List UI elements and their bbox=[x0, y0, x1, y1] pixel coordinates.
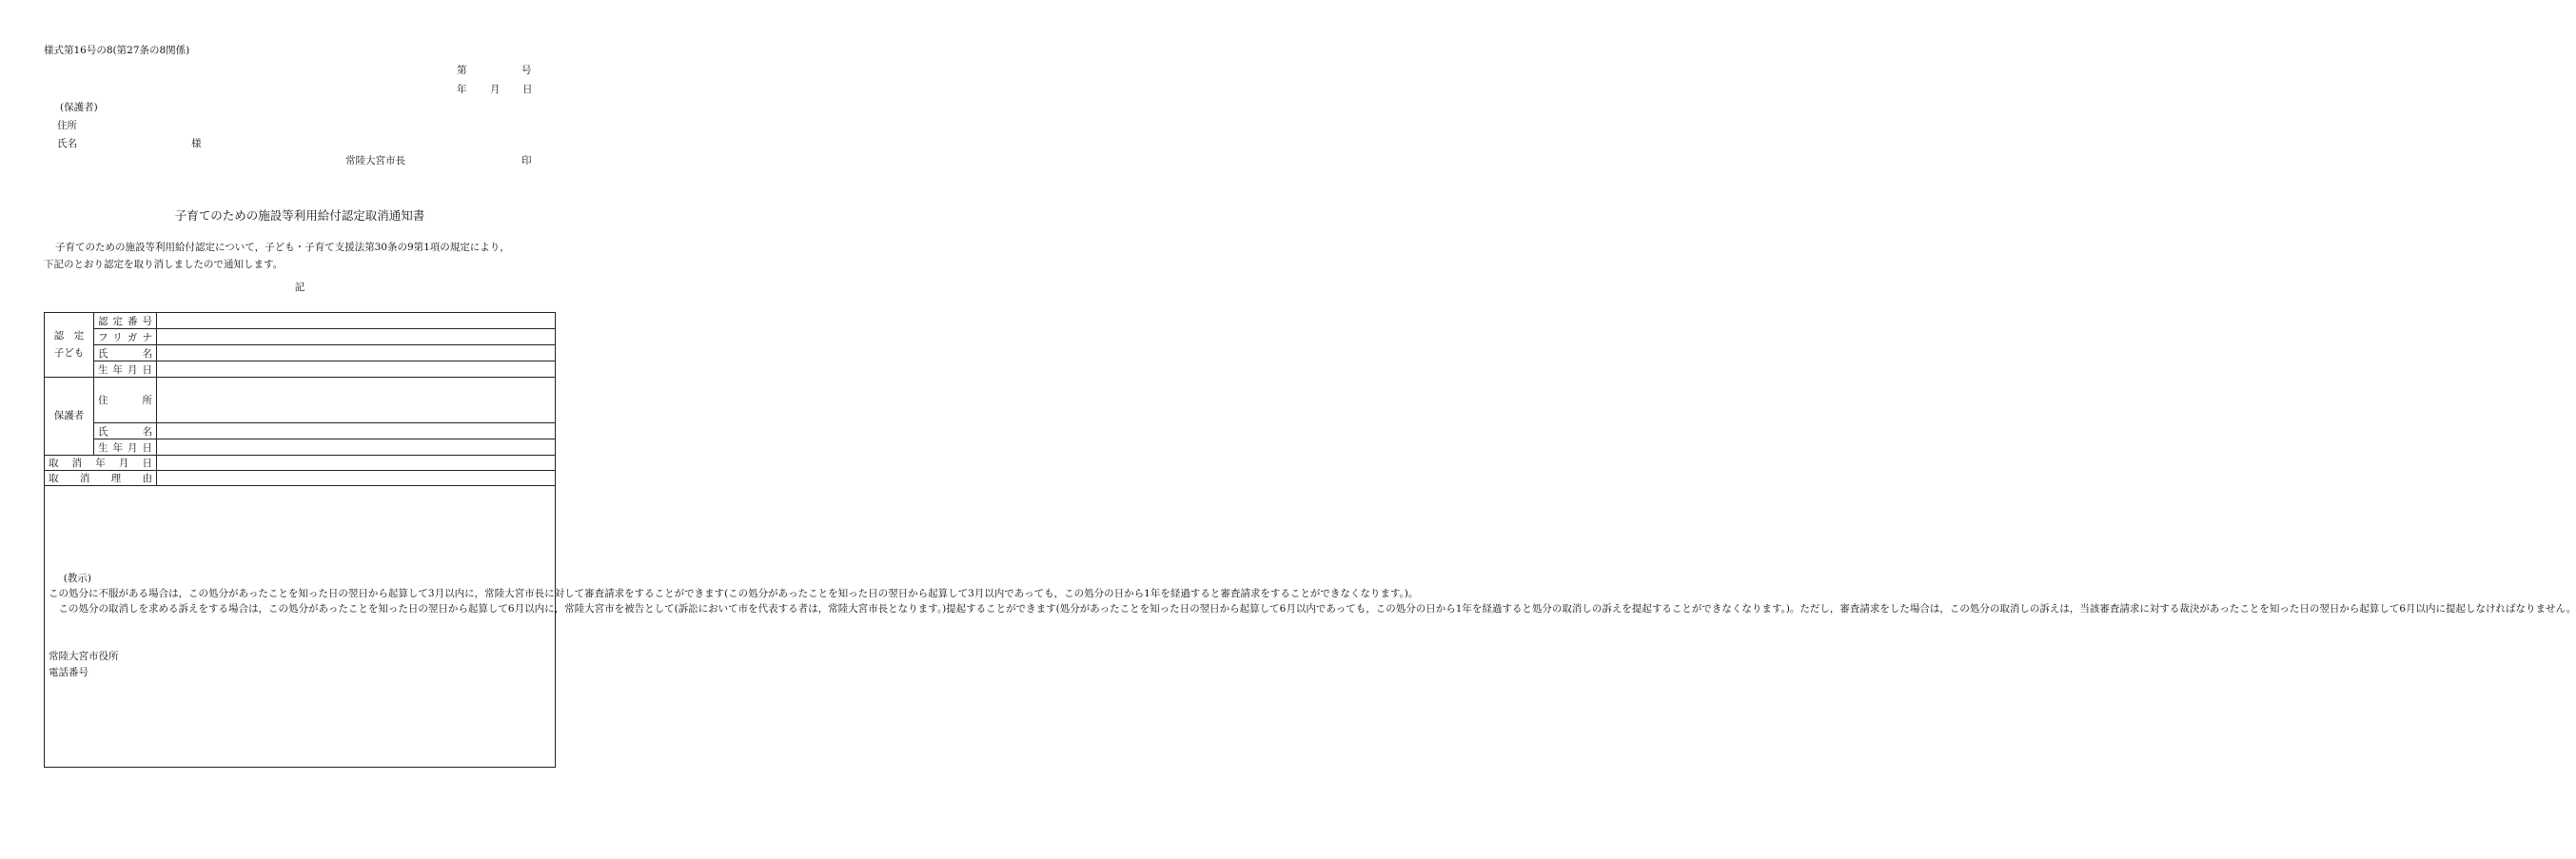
guardian-name-label: 氏名 bbox=[94, 423, 157, 439]
child-birthdate-label: 生年月日 bbox=[94, 361, 157, 378]
date-month: 月 bbox=[490, 84, 501, 95]
furigana-value[interactable] bbox=[157, 329, 556, 345]
guardian-name-value[interactable] bbox=[157, 423, 556, 439]
child-name-value[interactable] bbox=[157, 345, 556, 361]
number-go: 号 bbox=[521, 65, 532, 76]
child-name-label: 氏名 bbox=[94, 345, 157, 361]
recipient-honorific: 様 bbox=[191, 138, 202, 149]
date-year: 年 bbox=[457, 84, 467, 95]
ki-mark: 記 bbox=[294, 282, 305, 293]
phone-label: 電話番号 bbox=[49, 667, 88, 679]
cancel-reason-label: 取消理由 bbox=[45, 471, 157, 486]
certification-table bbox=[44, 312, 2576, 768]
intro-line-2: 下記のとおり認定を取り消しましたので通知します。 bbox=[44, 259, 284, 271]
recipient-address-label: 住所 bbox=[57, 120, 77, 131]
office-name: 常陸大宮市役所 bbox=[49, 651, 119, 663]
number-dai: 第 bbox=[457, 65, 467, 76]
document-title: 子育てのための施設等利用給付認定取消通知書 bbox=[174, 208, 425, 223]
contact-block bbox=[49, 649, 551, 681]
issuer-name: 常陸大宮市長 bbox=[345, 155, 405, 166]
guardian-address-label: 住所 bbox=[94, 378, 157, 423]
cancel-reason-value[interactable] bbox=[157, 471, 556, 486]
notes-paragraph-2: この処分の取消しを求める訴えをする場合は，この処分があったことを知った日の翌日から起算して6月以内に，常陸大宮市を被告として(訴訟において市を代表する者は，常陸大宮市長となります。)提起することができます(処分があったことを知った日の翌日から起算して6月以内であっても，この処分の日から1年を経過すると処分の取消しの訴えを提起することができなくなります。)。ただし，審査請求をした場合は，この処分の取消しの訴えは，当該審査請求に対する裁決があったことを知った日の翌日から起算して6月以内に提起しなければなりません。 bbox=[58, 602, 2576, 615]
child-group-label bbox=[45, 313, 94, 378]
guardian-group-label: 保護者 bbox=[45, 378, 94, 456]
cancel-date-value[interactable] bbox=[157, 456, 556, 471]
issuer-seal: 印 bbox=[521, 155, 532, 166]
intro-line-1: 子育てのための施設等利用給付認定について，子ども・子育て支援法第30条の9第1項の規定により， bbox=[55, 242, 510, 253]
furigana-label: フリガナ bbox=[94, 329, 157, 345]
child-birthdate-value[interactable] bbox=[157, 361, 556, 378]
cert-no-label: 認定番号 bbox=[94, 313, 157, 329]
intro-text bbox=[44, 239, 510, 274]
date-day: 日 bbox=[522, 84, 533, 95]
cert-no-value[interactable] bbox=[157, 313, 556, 329]
appeal-notice bbox=[49, 572, 2576, 681]
child-group-line-2: 子ども bbox=[53, 346, 85, 359]
cancel-date-label: 取消年月日 bbox=[45, 456, 157, 471]
guardian-birthdate-label: 生年月日 bbox=[94, 439, 157, 456]
recipient-name-label: 氏名 bbox=[57, 138, 77, 149]
child-group-line-1: 認 定 bbox=[53, 329, 85, 342]
guardian-address-value[interactable] bbox=[157, 378, 556, 423]
form-id: 様式第16号の8(第27条の8関係) bbox=[44, 45, 190, 56]
guardian-birthdate-value[interactable] bbox=[157, 439, 556, 456]
notes-heading: (教示) bbox=[63, 573, 91, 585]
recipient-label: (保護者) bbox=[60, 102, 98, 113]
notes-paragraph-1: この処分に不服がある場合は，この処分があったことを知った日の翌日から起算して3月以内に，常陸大宮市長に対して審査請求をすることができます(この処分があったことを知った日の翌日から起算して3月以内であっても，この処分の日から1年を経過すると審査請求をすることができなくなります。)。 bbox=[49, 587, 1419, 599]
notes-cell bbox=[45, 486, 2576, 768]
